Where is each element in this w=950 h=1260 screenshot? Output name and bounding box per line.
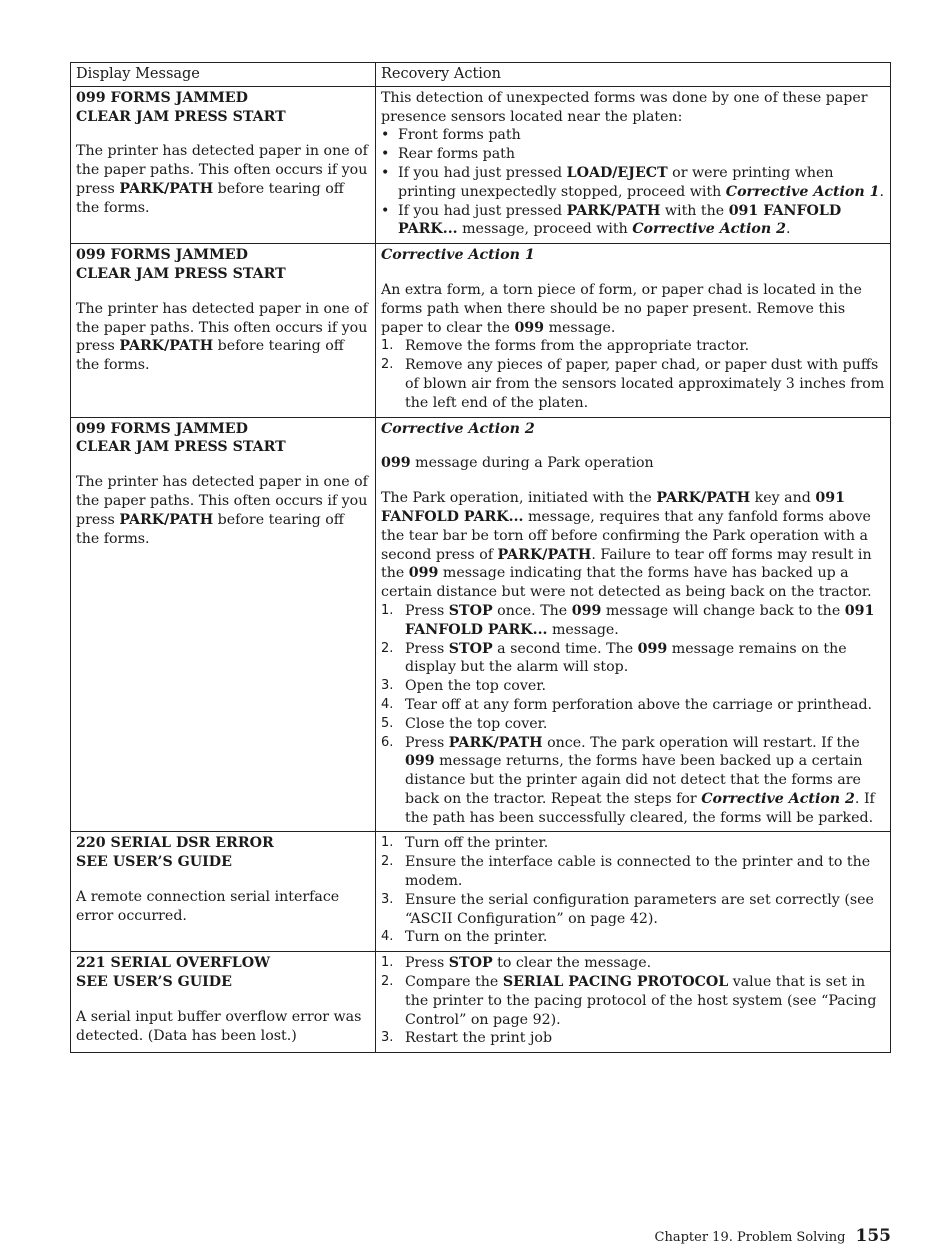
list-item: 1. Turn off the printer.	[381, 835, 549, 852]
list-item: 3. Open the top cover.	[381, 678, 546, 695]
step-list	[381, 834, 885, 947]
list-item: 2. Ensure the interface cable is connected to the printer and to the modem.	[381, 854, 871, 890]
message-description: A serial input buffer overflow error was detected. (Data has been lost.)	[76, 1008, 362, 1044]
corrective-action-heading: Corrective Action 1	[381, 247, 535, 264]
message-instruction: CLEAR JAM PRESS START	[76, 108, 286, 125]
message-description: A remote connection serial interface error occurred.	[76, 889, 340, 924]
header-recovery-action: Recovery Action	[376, 63, 891, 87]
list-item: 6. Press PARK/PATH once. The park operation will restart. If the 099 message returns, the forms have been backed up a certain distance but the printer again did not detect that the forms are back on the tractor. Repeat the steps for Corrective Action 2. If the path has been successfully cleared, the forms will be parked.	[381, 734, 875, 826]
step-text: Turn off the printer.	[405, 835, 549, 852]
message-code: 221 SERIAL OVERFLOW	[76, 955, 271, 972]
step-text: Open the top cover.	[405, 678, 546, 695]
display-message-cell	[71, 244, 376, 417]
step-text: Press STOP once. The 099 message will change back to the 091 FANFOLD PARK... message.	[405, 602, 875, 638]
message-instruction: SEE USER’S GUIDE	[76, 974, 232, 991]
list-item: 5. Close the top cover.	[381, 715, 548, 732]
message-code: 220 SERIAL DSR ERROR	[76, 835, 274, 852]
recovery-action-cell	[376, 417, 891, 832]
step-list	[381, 337, 885, 412]
list-item: 3. Ensure the serial configuration parameters are set correctly (see “ASCII Configuration” on page 42).	[381, 891, 874, 927]
table-row	[71, 244, 891, 417]
message-instruction: CLEAR JAM PRESS START	[76, 265, 286, 282]
list-item: 4. Turn on the printer.	[381, 929, 548, 946]
list-item: 3. Restart the print job	[381, 1030, 553, 1047]
table-header-row	[71, 63, 891, 87]
display-message-cell	[71, 86, 376, 243]
list-item: 1. Press STOP to clear the message.	[381, 955, 652, 972]
table-row	[71, 86, 891, 243]
list-item: 1. Press STOP once. The 099 message will change back to the 091 FANFOLD PARK... message.	[381, 602, 875, 638]
list-item: • Front forms path	[381, 126, 885, 145]
step-text: Close the top cover.	[405, 715, 548, 732]
table-row	[71, 832, 891, 952]
sensor-list	[381, 126, 885, 239]
recovery-subtitle: 099 message during a Park operation	[381, 455, 654, 472]
table-row	[71, 417, 891, 832]
chapter-title: Chapter 19. Problem Solving	[654, 1230, 846, 1245]
list-item: 2. Compare the SERIAL PACING PROTOCOL value that is set in the printer to the pacing protocol of the host system (see “Pacing Control” on page 92).	[381, 974, 877, 1028]
recovery-action-cell	[376, 86, 891, 243]
display-message-cell	[71, 832, 376, 952]
message-code: 099 FORMS JAMMED	[76, 247, 248, 264]
recovery-paragraph: The Park operation, initiated with the PARK/PATH key and 091 FANFOLD PARK... message, requires that any fanfold forms above the tear bar be torn off before confirming the Park operation with a second press of PARK/PATH. Failure to tear off forms may result in the 099 message indicating that the forms have has backed up a certain distance but were not detected as being back on the tractor.	[381, 490, 872, 601]
message-table	[70, 62, 891, 1053]
recovery-paragraph: An extra form, a torn piece of form, or paper chad is located in the forms path when there should be no paper present. Remove this paper to clear the 099 message.	[381, 281, 862, 336]
step-text: Restart the print job	[405, 1030, 553, 1047]
list-item: 2. Remove any pieces of paper, paper chad, or paper dust with puffs of blown air from the sensors located approximately 3 inches from the left end of the platen.	[381, 357, 885, 411]
list-item: 1. Remove the forms from the appropriate tractor.	[381, 338, 750, 355]
step-text: Compare the SERIAL PACING PROTOCOL value that is set in the printer to the pacing protocol of the host system (see “Pacing Control” on page 92).	[405, 974, 877, 1028]
message-description: The printer has detected paper in one of the paper paths. This often occurs if you press PARK/PATH before tearing off the forms.	[76, 474, 368, 547]
display-message-cell	[71, 952, 376, 1053]
message-instruction: SEE USER’S GUIDE	[76, 854, 232, 871]
display-message-cell	[71, 417, 376, 832]
recovery-action-cell	[376, 244, 891, 417]
list-item: 2. Press STOP a second time. The 099 message remains on the display but the alarm will stop.	[381, 640, 847, 676]
message-instruction: CLEAR JAM PRESS START	[76, 439, 286, 456]
step-text: Ensure the serial configuration parameters are set correctly (see “ASCII Configuration” on page 42).	[405, 891, 874, 927]
step-text: Remove any pieces of paper, paper chad, or paper dust with puffs of blown air from the sensors located approximately 3 inches from the left end of the platen.	[405, 357, 885, 411]
step-text: Tear off at any form perforation above the carriage or printhead.	[405, 696, 873, 713]
list-item: • Rear forms path	[381, 145, 885, 164]
step-text: Turn on the printer.	[405, 929, 548, 946]
step-text: Ensure the interface cable is connected to the printer and to the modem.	[405, 854, 871, 890]
list-item: • If you had just pressed LOAD/EJECT or were printing when printing unexpectedly stopped, proceed with Corrective Action 1.	[381, 164, 885, 202]
step-list	[381, 602, 885, 828]
list-item: 4. Tear off at any form perforation above the carriage or printhead.	[381, 696, 873, 713]
message-code: 099 FORMS JAMMED	[76, 420, 248, 437]
corrective-action-heading: Corrective Action 2	[381, 420, 535, 437]
recovery-intro: This detection of unexpected forms was done by one of these paper presence sensors located near the platen:	[381, 89, 868, 125]
step-text: Press STOP to clear the message.	[405, 955, 652, 972]
header-display-message: Display Message	[71, 63, 376, 87]
step-text: Remove the forms from the appropriate tractor.	[405, 338, 750, 355]
page-number: 155	[855, 1226, 891, 1246]
message-description: The printer has detected paper in one of the paper paths. This often occurs if you press PARK/PATH before tearing off the forms.	[76, 300, 368, 374]
page-footer	[655, 1226, 891, 1246]
message-code: 099 FORMS JAMMED	[76, 89, 248, 106]
table-row	[71, 952, 891, 1053]
message-description: The printer has detected paper in one of the paper paths. This often occurs if you press PARK/PATH before tearing off the forms.	[76, 143, 368, 216]
step-text: Press PARK/PATH once. The park operation will restart. If the 099 message returns, the forms have been backed up a certain distance but the printer again did not detect that the forms are back on the tractor. Repeat the steps for Corrective Action 2. If the path has been successfully cleared, the forms will be parked.	[405, 734, 875, 826]
recovery-action-cell	[376, 832, 891, 952]
step-list	[381, 954, 885, 1048]
recovery-action-cell	[376, 952, 891, 1053]
step-text: Press STOP a second time. The 099 message remains on the display but the alarm will stop.	[405, 640, 847, 676]
list-item: • If you had just pressed PARK/PATH with the 091 FANFOLD PARK... message, proceed with Corrective Action 2.	[381, 202, 885, 240]
